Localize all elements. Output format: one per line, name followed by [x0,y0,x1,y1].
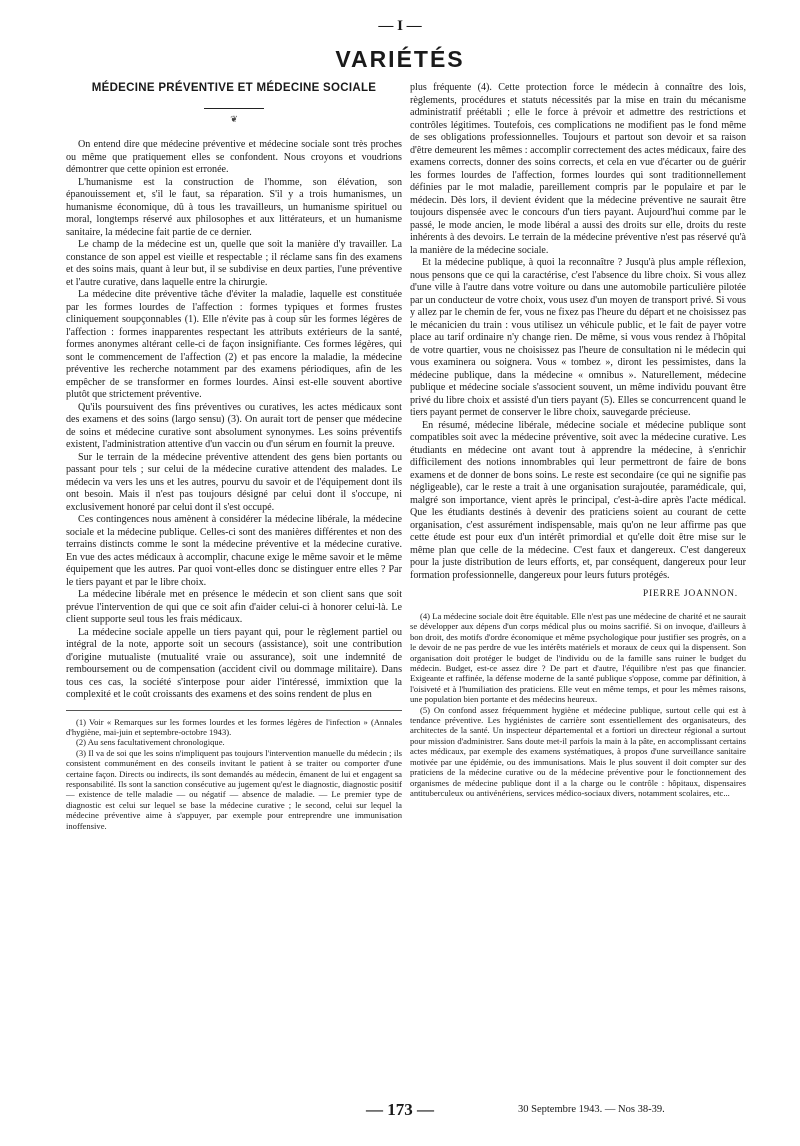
footnotes-right [410,611,746,798]
body-paragraph: Le champ de la médecine est un, quelle que soit la manière d'y travailler. La constance de son appel est vieille et respectable ; il réclame sans fin des examens et des soins mais, quant à leur but, il se subdivise en deux parties, l'une préventive et l'autre curative, dans laquelle entre la chirurgie. [66,239,402,288]
page-footer [0,1100,800,1124]
right-column [410,82,746,798]
footnote: (1) Voir « Remarques sur les formes lourdes et les formes légères de l'infection » (Annales d'hygiène, mai-juin et septembre-octobre 1943). [66,716,402,737]
body-paragraph: plus fréquente (4). Cette protection force le médecin à connaître des lois, règlements, procédures et statuts nécessités par la mise en train du mécanisme administratif préétabli ; elle le force à prévoir et admettre des restrictions et contrôles légitimes. Toutefois, ces complications ne modifient pas le fond même de ses obligations professionnelles. Toujours et partout son devoir et sa raison d'être demeurent les mêmes : accomplir correctement des actes médicaux, faire des examens corrects, donner des soins corrects, et cela en vue d'écarter ou de guérir les formes lourdes de l'affection, formes lourdes qui sont traditionnellement définies par le mot maladie, pareillement compris par le populaire et par le médecin. Dès lors, il devient évident que la médecine préventive ne saurait être toujours dispensée avec le concours d'un tiers payant. Aujourd'hui comme par le passé, le mode ancien, le mode libéral a aussi des droits sur elle, droits du reste inhérents à des devoirs. Le terrain de la médecine préventive n'est pas réservé qu'à la manière de la médecine sociale. [410,82,746,256]
body-paragraph: On entend dire que médecine préventive et médecine sociale sont très proches ou même que pratiquement elles se confondent. Nous croyons et voudrions démontrer que cette opinion est erronée. [66,139,402,175]
footnote: (2) Au sens facultativement chronologique. [76,737,225,748]
body-paragraph: Qu'ils poursuivent des fins préventives ou curatives, les actes médicaux sont des examens et des soins (largo sensu) (3). On aurait tort de penser que médecine de soins et médecine curative sont absolument synonymes. Les soins préventifs existent, l'administration attentive d'un vaccin ou d'un sérum en fournit la preuve. [66,401,402,450]
issue-date: 30 Septembre 1943. — Nos 38-39. [518,1104,665,1115]
body-paragraph: La médecine libérale met en présence le médecin et son client sans que soit prévue l'intervention de qui que ce soit afin d'aider celui-ci à honorer celui-là. Le client supporte seul tous les frais médicaux. [66,589,402,625]
article-title: MÉDECINE PRÉVENTIVE ET MÉDECINE SOCIALE [91,82,377,94]
body-paragraph: Et la médecine publique, à quoi la reconnaître ? Jusqu'à plus ample réflexion, nous pensons que ce qui la caractérise, c'est l'absence du libre choix. Si vous allez d'une ville à l'autre dans votre voiture ou dans une automobile particulière pilotée par un conducteur de votre choix, vous usez d'un moyen de transport privé. Si vous y allez par le chemin de fer, vous ne fixez pas l'heure du départ et ne choisissez pas le mécanicien du train : vous utilisez un véhicule public, et le fait de payer votre place au tarif ordinaire n'y change rien. De même, si vous vous rendez à l'hôpital de votre quartier, vous ne choisissez pas l'heure de consultation ni le médecin qui vous examinera ou soignera. Vous « tombez », diront les pessimistes, dans la médecine publique, dans la médecine « omnibus ». Naturellement, médecine publique et médecine sociale s'associent souvent, un même individu pouvant être privé du libre choix et assisté d'un tiers payant (5). Elles se concurrencent quand le tiers payant permet de conserver le libre choix, sauvegarde précieuse. [410,257,746,418]
section-mark: — I — [378,18,422,34]
body-paragraph: Ces contingences nous amènent à considérer la médecine libérale, la médecine sociale et la médecine publique. Celles-ci sont des manières différentes et non des terrains distincts comme le sont la médecine préventive et la médecine curative. En vue des actes médicaux à accomplir, chacune exige le même savoir et le même équipement que les autres. Par quoi vont-elles donc se distinguer entre elles ? Par le tiers payant et par le libre choix. [66,514,402,588]
body-paragraph: En résumé, médecine libérale, médecine sociale et médecine publique sont compatibles soit avec la médecine préventive, soit avec la médecine curative. Les étudiants en médecine ont avant tout à apprendre la médecine, à s'enrichir difficilement des notions innombrables qui leur permettront de faire de bons examens et de donner de bons soins. Le reste est secondaire (ce qui ne signifie pas négligeable), car le reste a trait à une organisation surajoutée, paramédicale, qui, malgré son importance, vient après le principal, c'est-à-dire après l'acte médical. Que les étudiants destinés à devenir des praticiens soient au courant de cette organisation, c'est assurément indispensable, mais qu'on ne leur affirme pas que cette étude est pour eux d'un intérêt primordial et qu'elle doit être mise sur le même plan que celle de la médecine. C'est faux et dangereux. C'est dangereux pour la juste distribution de leurs efforts, et, par conséquent, dangereux pour leur formation professionnelle, dangereux pour leurs futurs protégés. [410,419,746,581]
body-paragraph: L'humanisme est la construction de l'homme, son élévation, son épanouissement et, s'il le faut, sa réparation. S'il y a trois humanismes, un humanisme économique, dû à tous les travailleurs, un humanisme spirituel ou moral, longtemps réservé aux philosophes et aux littérateurs, et un humanisme sanitaire, la médecine fait partie de ce dernier. [66,176,402,238]
footnote: (5) On confond assez fréquemment hygiène et médecine publique, surtout celle qui est à tendance préventive. Les hygiénistes de carrière sont essentiellement des organisateurs, des architectes de la santé. Un inspecteur départemental et a fortiori un directeur régional a surtout pour mission d'administrer. Sans doute met-il parfois la main à la pâte, en accomplissant certains actes médicaux, par exemple des examens systématiques, à propos d'une surveillance sanitaire motivée par une épidémie, ou des immunisations. Mais le plus souvent il doit compter sur des praticiens de la médecine curative ou de la médecine préventive pour le fonctionnement des organismes de médecine publique dont il a la charge ou le contrôle : hôpitaux, dispensaires antituberculeux ou antivénériens, services médico-sociaux divers, notamment scolaires, etc... [410,704,746,798]
body-paragraph: La médecine sociale appelle un tiers payant qui, pour le règlement partiel ou intégral de la note, apporte soit un secours (assistance), soit une contribution d'origine mutualiste (mutualité vraie ou assurance), soit une indemnité de remboursement ou de compensation (accident civil ou dommage militaire). Dans tous ces cas, la société s'interpose pour aider l'intéressé, immixtion que la complexité et le coût croissants des examens et des soins rendent de plus en [66,626,402,700]
page-number: — 173 — [366,1100,434,1119]
body-paragraph: Sur le terrain de la médecine préventive attendent des gens bien portants ou passant pour tels ; sur celui de la médecine curative attendent des malades. Le médecin va vers les uns et les autres, pourvu du savoir et de l'équipement dont ils ont besoin. Mais il n'est pas toujours désigné par celui dont il s'occupe, ni exclusivement honoré par celui dont il s'est occupé. [66,451,402,513]
footnote: (4) La médecine sociale doit être équitable. Elle n'est pas une médecine de charité et ne saurait se développer aux dépens d'un corps médical plus ou moins sacrifié. Si on invoque, d'ailleurs à bon droit, des motifs d'ordre économique et même psychologique pour justifier ses progrès, on a le devoir de ne pas perdre de vue les intérêts matériels et moraux de ceux qui la dispensent. Son organisation doit protéger le budget de l'individu ou de la famille sans ruiner le budget du médecin. Budget, est-ce assez dire ? De part et d'autre, l'équilibre n'est pas que financier. Exigeante et raffinée, la défense moderne de la santé publique s'oppose, comme par définition, à l'oisiveté et à l'humiliation des praticiens. Elle veut en même temps, et pour les mêmes raisons, une population bien portante et des médecins heureux. [410,611,746,705]
title-rule [204,108,264,109]
body-paragraph: La médecine dite préventive tâche d'éviter la maladie, laquelle est constituée par les formes lourdes de l'affection : formes typiques et formes frustes cliniquement soupçonnables (1). Elle n'évite pas à coup sûr les formes légères de l'affection : formes inapparentes respectant les attributs extérieurs de la santé, formes anonymes altérant celle-ci de façon insignifiante. Ces formes légères, qui sont le commencement de l'affection (2) et pas encore la maladie, la médecine préventive les recherche notamment par des examens périodiques, afin de les empêcher de se transformer en formes lourdes. Ainsi est-elle souvent abortive plutôt que strictement préventive. [66,289,402,400]
footnote: (3) Il va de soi que les soins n'impliquent pas toujours l'intervention manuelle du médecin ; ils consistent communément en des conseils invitant le patient à se traiter ou comporter d'une certaine façon. Directs ou indirects, ils sont demandés au médecin, émanent de lui et engagent sa responsabilité. Ils sont la sanction consécutive au jugement qu'est le diagnostic, diagnostic positif — existence de telle maladie — ou négatif — absence de maladie. — Le premier type de diagnostic est celui sur lequel se base la médecine curative ; le second, celui sur lequel la médecine préventive aime à s'appuyer, par exemple pour entreprendre une immunisation inoffensive. [66,747,402,831]
author-signature: PIERRE JOANNON. [642,588,738,599]
ornament-icon: ❦ [230,115,238,125]
section-title: VARIÉTÉS [335,46,465,72]
left-column [66,82,402,831]
footnotes-left [66,710,402,831]
